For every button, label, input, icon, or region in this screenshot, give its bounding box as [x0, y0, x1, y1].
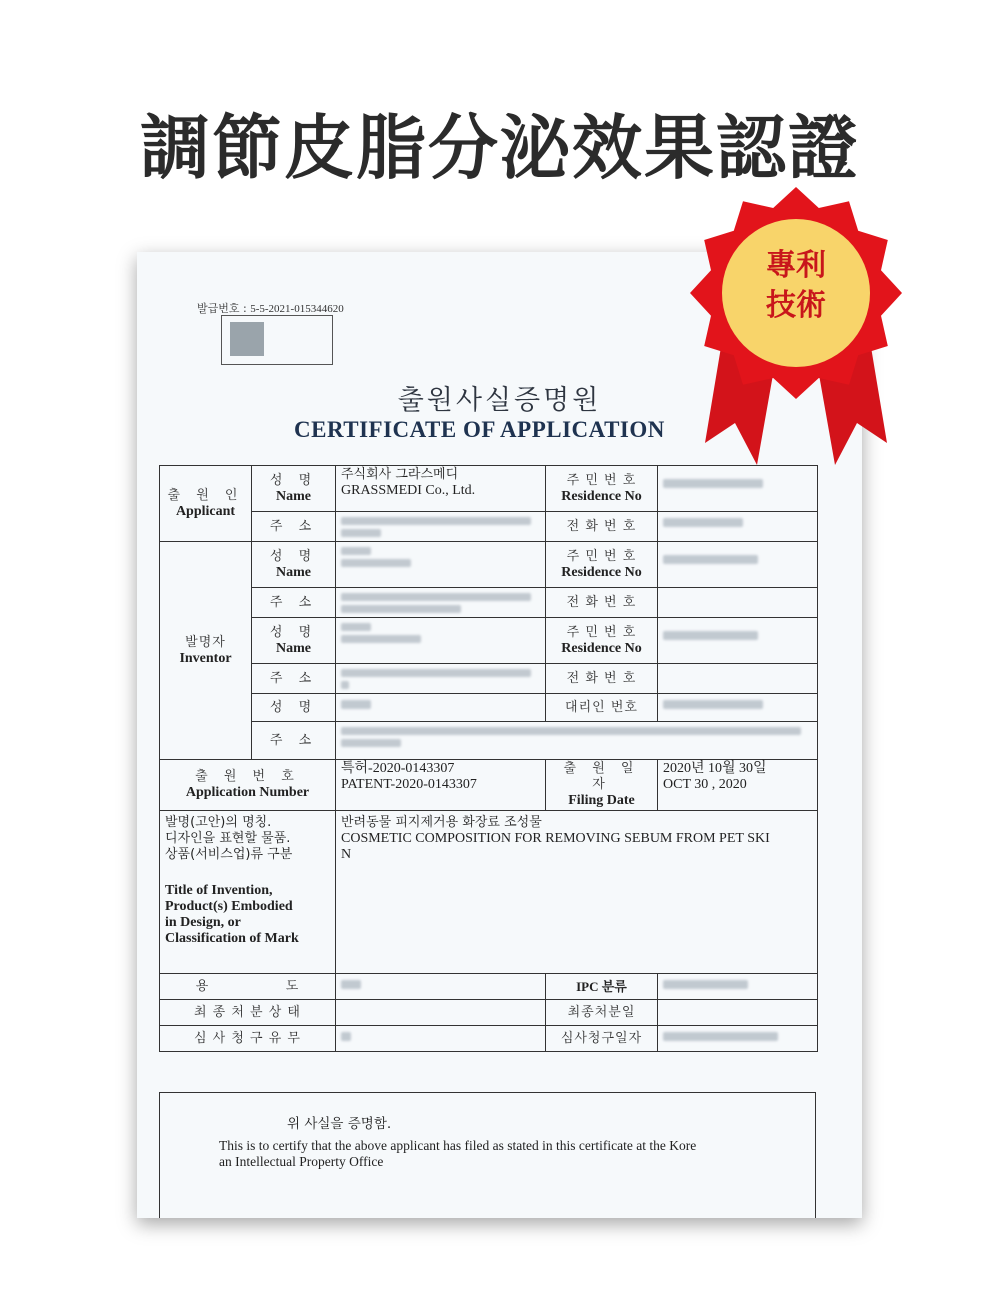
final-status-label: 최 종 처 분 상 태 — [160, 1000, 336, 1026]
inventor1-phone-label: 전 화 번 호 — [546, 588, 658, 618]
inventor1-phone-value — [658, 588, 818, 618]
title-of-invention-value: 반려동물 피지제거용 화장료 조성물 COSMETIC COMPOSITION FOR REMOVING SEBUM FROM PET SKI N — [336, 811, 818, 974]
ipc-value — [658, 974, 818, 1000]
badge-label: 專利 技術 — [766, 248, 826, 323]
agent-name-label: 성 명 — [252, 694, 336, 722]
patent-ribbon-badge-icon — [685, 185, 907, 475]
inventor2-address-label: 주 소 — [252, 664, 336, 694]
inventor1-name-label: 성 명 Name — [252, 542, 336, 588]
title-of-invention-label: 발명(고안)의 명칭. 디자인을 표현할 물품. 상품(서비스업)류 구분 Title of Invention, Product(s) Embodied in Design, or Classification of Mark — [160, 811, 336, 974]
final-status-value — [336, 1000, 546, 1026]
issue-number: 발급번호 : 5-5-2021-015344620 — [197, 302, 344, 315]
agent-number-label: 대리인 번호 — [546, 694, 658, 722]
agent-name-value — [336, 694, 546, 722]
inventor2-name-row — [160, 618, 818, 664]
inventor1-address-value — [336, 588, 546, 618]
exam-request-row — [160, 1026, 818, 1052]
barcode-stamp-box — [221, 315, 333, 365]
title-of-invention-row — [160, 811, 818, 974]
inventor2-residence-value — [658, 618, 818, 664]
certify-english-line2: an Intellectual Property Office — [219, 1154, 384, 1169]
inventor2-address-row — [160, 664, 818, 694]
inventor2-phone-label: 전 화 번 호 — [546, 664, 658, 694]
agent-name-row — [160, 694, 818, 722]
applicant-name-value: 주식회사 그라스메디 GRASSMEDI Co., Ltd. — [336, 466, 546, 512]
filing-date-value: 2020년 10월 30일 OCT 30 , 2020 — [658, 760, 818, 811]
agent-address-row — [160, 722, 818, 760]
agent-number-value — [658, 694, 818, 722]
exam-date-label: 심사청구일자 — [546, 1026, 658, 1052]
usage-row — [160, 974, 818, 1000]
final-date-value — [658, 1000, 818, 1026]
inventor1-name-row — [160, 542, 818, 588]
inventor1-name-value — [336, 542, 546, 588]
applicant-name-label: 성 명 Name — [252, 466, 336, 512]
exam-request-label: 심 사 청 구 유 무 — [160, 1026, 336, 1052]
inventor1-address-label: 주 소 — [252, 588, 336, 618]
certificate-title-korean: 출원사실증명원 — [397, 385, 602, 416]
usage-label: 용 도 — [160, 974, 336, 1000]
seal-mark — [230, 322, 264, 356]
agent-address-label: 주 소 — [252, 722, 336, 760]
certificate-form-table — [159, 465, 818, 1052]
usage-value — [336, 974, 546, 1000]
applicant-label: 출 원 인 Applicant — [160, 466, 252, 542]
application-number-row — [160, 760, 818, 811]
inventor-label: 발명자 Inventor — [160, 542, 252, 760]
applicant-phone-label: 전 화 번 호 — [546, 512, 658, 542]
final-status-row — [160, 1000, 818, 1026]
ipc-label: IPC 분류 — [546, 974, 658, 1000]
inventor2-name-value — [336, 618, 546, 664]
certification-statement — [219, 1116, 696, 1170]
applicant-address-label: 주 소 — [252, 512, 336, 542]
application-number-value: 특허-2020-0143307 PATENT-2020-0143307 — [336, 760, 546, 811]
certify-english-line1: This is to certify that the above applicant has filed as stated in this certificate at the Kore — [219, 1138, 697, 1153]
inventor1-residence-value — [658, 542, 818, 588]
certificate-title-english: CERTIFICATE OF APPLICATION — [294, 417, 665, 442]
inventor2-address-value — [336, 664, 546, 694]
certify-korean: 위 사실을 증명함. — [287, 1116, 392, 1132]
inventor2-residence-label: 주 민 번 호 Residence No — [546, 618, 658, 664]
filing-date-label: 출 원 일 자 Filing Date — [546, 760, 658, 811]
applicant-address-row — [160, 512, 818, 542]
exam-request-value — [336, 1026, 546, 1052]
application-number-label: 출 원 번 호 Application Number — [160, 760, 336, 811]
applicant-address-value — [336, 512, 546, 542]
exam-date-value — [658, 1026, 818, 1052]
inventor2-phone-value — [658, 664, 818, 694]
page-headline: 調節皮脂分泌效果認證 — [140, 107, 860, 189]
applicant-phone-value — [658, 512, 818, 542]
applicant-residence-label: 주 민 번 호 Residence No — [546, 466, 658, 512]
final-date-label: 최종처분일 — [546, 1000, 658, 1026]
inventor1-residence-label: 주 민 번 호 Residence No — [546, 542, 658, 588]
inventor1-address-row — [160, 588, 818, 618]
inventor2-name-label: 성 명 Name — [252, 618, 336, 664]
agent-address-value — [336, 722, 818, 760]
